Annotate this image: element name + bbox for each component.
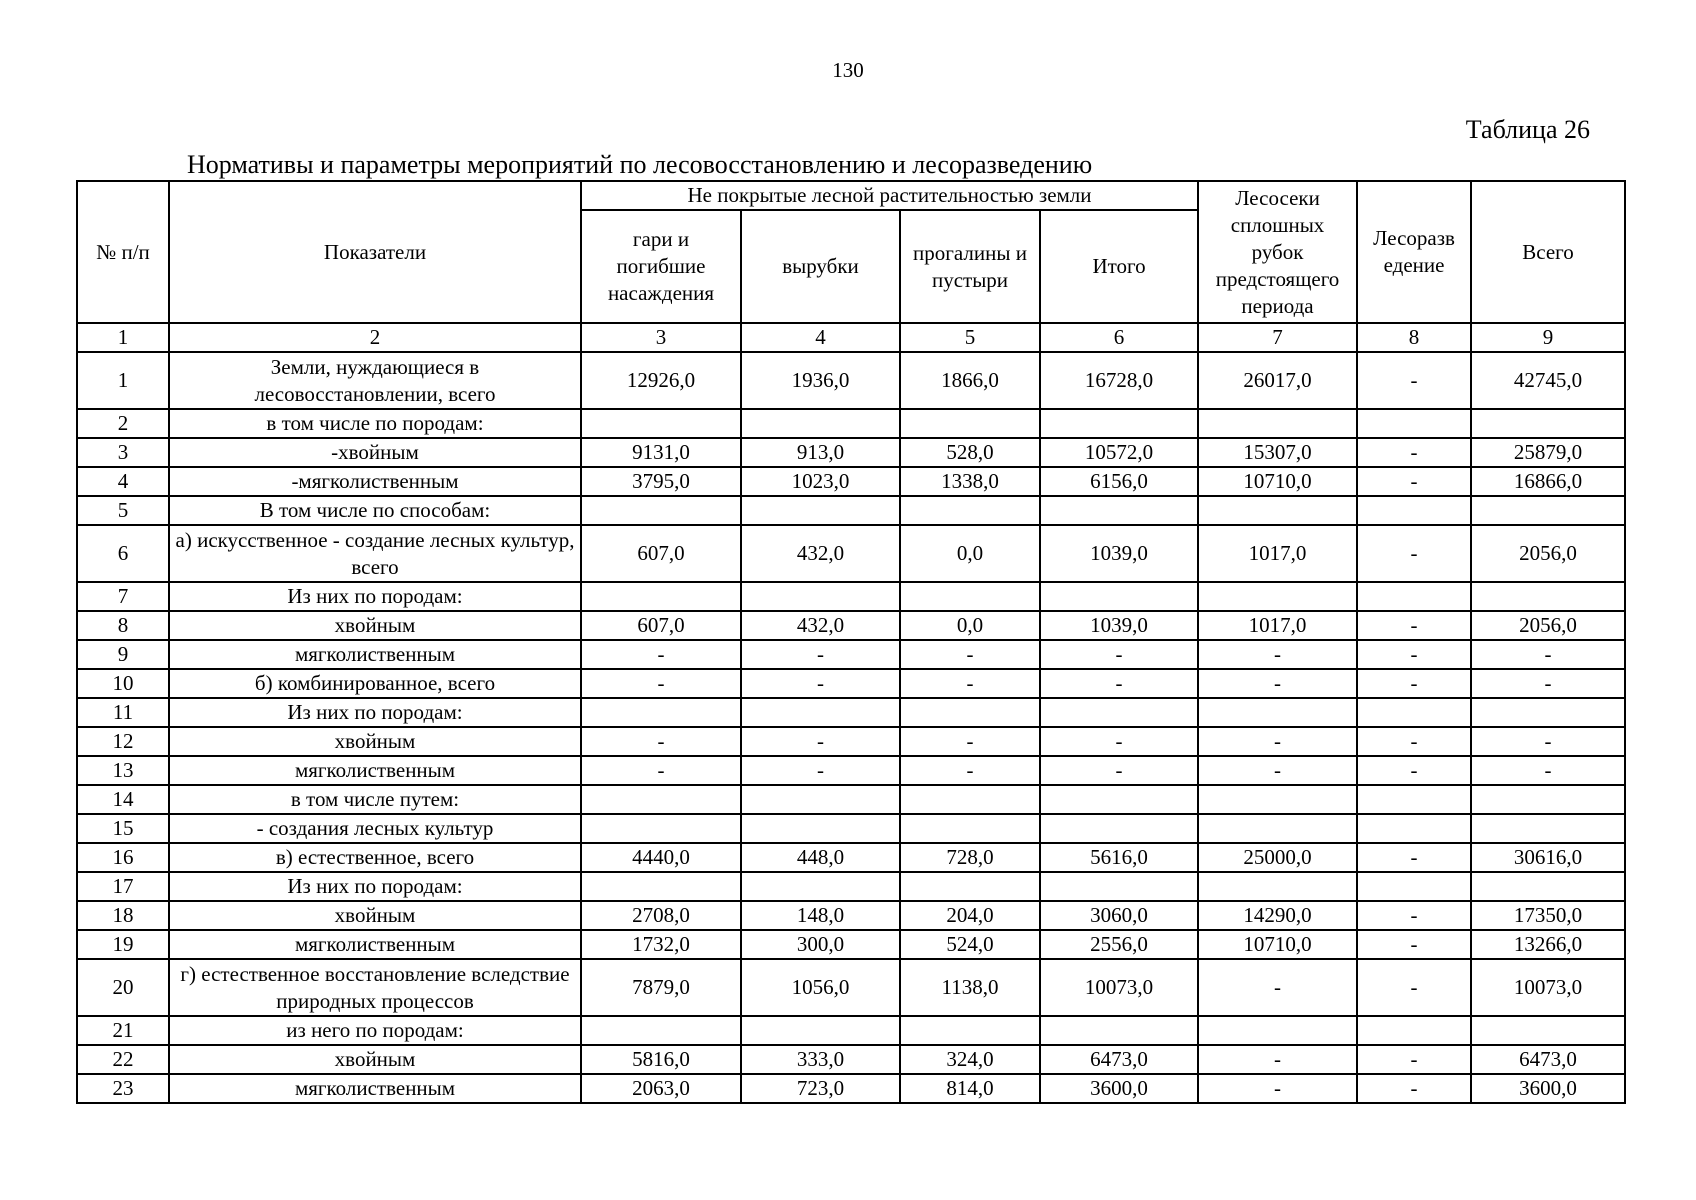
row-number: 2 <box>77 409 169 438</box>
header-col4: вырубки <box>741 210 900 323</box>
row-number: 16 <box>77 843 169 872</box>
row-number: 9 <box>77 640 169 669</box>
value-cell <box>900 872 1040 901</box>
value-cell <box>1357 1016 1471 1045</box>
value-cell: - <box>900 669 1040 698</box>
row-number: 17 <box>77 872 169 901</box>
value-cell: - <box>1040 727 1198 756</box>
value-cell: - <box>1357 640 1471 669</box>
value-cell: 6156,0 <box>1040 467 1198 496</box>
indicator-cell: в том числе путем: <box>169 785 581 814</box>
value-cell: - <box>1357 1074 1471 1103</box>
indicator-cell: -хвойным <box>169 438 581 467</box>
value-cell: 30616,0 <box>1471 843 1625 872</box>
value-cell: 13266,0 <box>1471 930 1625 959</box>
value-cell: 1936,0 <box>741 352 900 409</box>
indicator-cell: Из них по породам: <box>169 872 581 901</box>
value-cell <box>581 785 741 814</box>
value-cell: 2556,0 <box>1040 930 1198 959</box>
value-cell: 814,0 <box>900 1074 1040 1103</box>
table-row <box>77 438 1625 467</box>
value-cell <box>1040 1016 1198 1045</box>
table-row <box>77 814 1625 843</box>
value-cell <box>900 1016 1040 1045</box>
value-cell: - <box>1357 1045 1471 1074</box>
value-cell <box>1471 496 1625 525</box>
value-cell: 1023,0 <box>741 467 900 496</box>
value-cell <box>1198 785 1357 814</box>
indicator-cell: мягколиственным <box>169 640 581 669</box>
row-number: 6 <box>77 525 169 582</box>
row-number: 1 <box>77 352 169 409</box>
value-cell <box>1471 872 1625 901</box>
value-cell: - <box>1198 756 1357 785</box>
row-number: 5 <box>77 496 169 525</box>
value-cell: 17350,0 <box>1471 901 1625 930</box>
row-number: 14 <box>77 785 169 814</box>
value-cell <box>581 872 741 901</box>
value-cell <box>1040 409 1198 438</box>
value-cell: - <box>741 727 900 756</box>
value-cell: 1866,0 <box>900 352 1040 409</box>
table-row <box>77 352 1625 409</box>
value-cell: - <box>1357 901 1471 930</box>
value-cell: 324,0 <box>900 1045 1040 1074</box>
value-cell <box>581 814 741 843</box>
indicator-cell: хвойным <box>169 727 581 756</box>
row-number: 11 <box>77 698 169 727</box>
indicator-cell: а) искусственное - создание лесных культур, всего <box>169 525 581 582</box>
value-cell: 6473,0 <box>1471 1045 1625 1074</box>
indicator-cell: Из них по породам: <box>169 582 581 611</box>
table-row <box>77 496 1625 525</box>
value-cell: 12926,0 <box>581 352 741 409</box>
value-cell: 607,0 <box>581 525 741 582</box>
row-number: 22 <box>77 1045 169 1074</box>
value-cell <box>1357 698 1471 727</box>
table-row <box>77 930 1625 959</box>
header-group: Не покрытые лесной растительностью земли <box>581 181 1198 210</box>
value-cell <box>741 1016 900 1045</box>
row-number: 15 <box>77 814 169 843</box>
value-cell: 1338,0 <box>900 467 1040 496</box>
value-cell: 9131,0 <box>581 438 741 467</box>
value-cell: - <box>900 727 1040 756</box>
value-cell: 7879,0 <box>581 959 741 1016</box>
value-cell <box>1357 872 1471 901</box>
document-title: Нормативы и параметры мероприятий по лесовосстановлению и лесоразведению <box>187 150 1093 179</box>
indicator-cell: хвойным <box>169 1045 581 1074</box>
value-cell: 2056,0 <box>1471 525 1625 582</box>
value-cell: - <box>1357 959 1471 1016</box>
row-number: 4 <box>77 467 169 496</box>
table-row <box>77 582 1625 611</box>
value-cell: 1056,0 <box>741 959 900 1016</box>
value-cell <box>1040 785 1198 814</box>
value-cell: 10073,0 <box>1471 959 1625 1016</box>
value-cell <box>1471 785 1625 814</box>
page-number: 130 <box>832 58 864 82</box>
value-cell <box>1198 1016 1357 1045</box>
value-cell: 26017,0 <box>1198 352 1357 409</box>
value-cell <box>1357 496 1471 525</box>
value-cell: 5616,0 <box>1040 843 1198 872</box>
value-cell <box>900 582 1040 611</box>
indicator-cell: в том числе по породам: <box>169 409 581 438</box>
value-cell: - <box>741 669 900 698</box>
value-cell: 300,0 <box>741 930 900 959</box>
value-cell: - <box>1471 756 1625 785</box>
value-cell <box>741 814 900 843</box>
value-cell: - <box>581 756 741 785</box>
table-row <box>77 467 1625 496</box>
header-col8: Лесоразв едение <box>1357 181 1471 323</box>
value-cell: - <box>581 640 741 669</box>
value-cell <box>1040 872 1198 901</box>
value-cell <box>900 496 1040 525</box>
value-cell: - <box>741 756 900 785</box>
value-cell <box>741 785 900 814</box>
header-col9: Всего <box>1471 181 1625 323</box>
value-cell: - <box>1198 727 1357 756</box>
header-no: № п/п <box>77 181 169 323</box>
indicator-cell: г) естественное восстановление вследствие природных процессов <box>169 959 581 1016</box>
value-cell: - <box>900 756 1040 785</box>
value-cell: - <box>1357 467 1471 496</box>
value-cell <box>581 582 741 611</box>
value-cell <box>1471 582 1625 611</box>
value-cell: 0,0 <box>900 525 1040 582</box>
value-cell: 25000,0 <box>1198 843 1357 872</box>
value-cell <box>1198 872 1357 901</box>
value-cell <box>1198 409 1357 438</box>
value-cell <box>1040 698 1198 727</box>
value-cell: 3600,0 <box>1471 1074 1625 1103</box>
value-cell <box>1198 814 1357 843</box>
value-cell: 16866,0 <box>1471 467 1625 496</box>
value-cell: 913,0 <box>741 438 900 467</box>
value-cell: 204,0 <box>900 901 1040 930</box>
value-cell: - <box>1471 669 1625 698</box>
value-cell <box>900 698 1040 727</box>
value-cell <box>1198 698 1357 727</box>
table-row <box>77 1045 1625 1074</box>
column-number: 9 <box>1471 323 1625 352</box>
value-cell: 333,0 <box>741 1045 900 1074</box>
value-cell: - <box>741 640 900 669</box>
header-indicators: Показатели <box>169 181 581 323</box>
value-cell: - <box>1040 669 1198 698</box>
table-row <box>77 640 1625 669</box>
value-cell: 528,0 <box>900 438 1040 467</box>
value-cell <box>900 814 1040 843</box>
table-row <box>77 756 1625 785</box>
value-cell <box>1357 785 1471 814</box>
value-cell: - <box>1198 1074 1357 1103</box>
row-number: 7 <box>77 582 169 611</box>
value-cell: - <box>1357 669 1471 698</box>
row-number: 23 <box>77 1074 169 1103</box>
column-number: 6 <box>1040 323 1198 352</box>
value-cell <box>741 698 900 727</box>
table-row <box>77 611 1625 640</box>
value-cell: 42745,0 <box>1471 352 1625 409</box>
value-cell: - <box>581 669 741 698</box>
value-cell <box>741 872 900 901</box>
value-cell: 10710,0 <box>1198 930 1357 959</box>
value-cell: 432,0 <box>741 525 900 582</box>
value-cell: 10073,0 <box>1040 959 1198 1016</box>
value-cell <box>1040 814 1198 843</box>
table-row <box>77 959 1625 1016</box>
value-cell: 148,0 <box>741 901 900 930</box>
value-cell: 5816,0 <box>581 1045 741 1074</box>
row-number: 21 <box>77 1016 169 1045</box>
table-row <box>77 872 1625 901</box>
value-cell: 1732,0 <box>581 930 741 959</box>
column-number: 4 <box>741 323 900 352</box>
column-number: 5 <box>900 323 1040 352</box>
value-cell <box>900 409 1040 438</box>
value-cell: - <box>1198 640 1357 669</box>
value-cell: 3795,0 <box>581 467 741 496</box>
table-row <box>77 698 1625 727</box>
header-col7: Лесосеки сплошных рубок предстоящего периода <box>1198 181 1357 323</box>
table-row <box>77 1074 1625 1103</box>
value-cell <box>581 698 741 727</box>
value-cell: - <box>1357 438 1471 467</box>
value-cell: 607,0 <box>581 611 741 640</box>
value-cell: 2056,0 <box>1471 611 1625 640</box>
value-cell <box>1040 496 1198 525</box>
indicator-cell: -мягколиственным <box>169 467 581 496</box>
value-cell <box>1357 582 1471 611</box>
indicator-cell: мягколиственным <box>169 930 581 959</box>
value-cell: 4440,0 <box>581 843 741 872</box>
table-row <box>77 843 1625 872</box>
value-cell: 728,0 <box>900 843 1040 872</box>
indicator-cell: Земли, нуждающиеся в лесовосстановлении, всего <box>169 352 581 409</box>
row-number: 20 <box>77 959 169 1016</box>
value-cell: - <box>1357 727 1471 756</box>
table-row <box>77 785 1625 814</box>
row-number: 10 <box>77 669 169 698</box>
header-col5: прогалины и пустыри <box>900 210 1040 323</box>
value-cell: 1017,0 <box>1198 525 1357 582</box>
column-number: 8 <box>1357 323 1471 352</box>
value-cell <box>1471 698 1625 727</box>
value-cell: 15307,0 <box>1198 438 1357 467</box>
value-cell <box>581 496 741 525</box>
value-cell: 25879,0 <box>1471 438 1625 467</box>
table-row <box>77 1016 1625 1045</box>
value-cell: - <box>900 640 1040 669</box>
value-cell: - <box>1357 525 1471 582</box>
value-cell <box>1471 814 1625 843</box>
value-cell: 524,0 <box>900 930 1040 959</box>
value-cell <box>581 1016 741 1045</box>
value-cell: - <box>1198 669 1357 698</box>
indicator-cell: - создания лесных культур <box>169 814 581 843</box>
value-cell: 16728,0 <box>1040 352 1198 409</box>
indicator-cell: б) комбинированное, всего <box>169 669 581 698</box>
value-cell: 14290,0 <box>1198 901 1357 930</box>
value-cell: 0,0 <box>900 611 1040 640</box>
indicator-cell: из него по породам: <box>169 1016 581 1045</box>
value-cell: 1039,0 <box>1040 611 1198 640</box>
value-cell: 1138,0 <box>900 959 1040 1016</box>
row-number: 8 <box>77 611 169 640</box>
row-number: 19 <box>77 930 169 959</box>
value-cell: 3060,0 <box>1040 901 1198 930</box>
value-cell: 6473,0 <box>1040 1045 1198 1074</box>
value-cell <box>1198 582 1357 611</box>
column-number: 3 <box>581 323 741 352</box>
table-row <box>77 669 1625 698</box>
indicator-cell: в) естественное, всего <box>169 843 581 872</box>
value-cell: - <box>1357 611 1471 640</box>
value-cell: - <box>1471 640 1625 669</box>
row-number: 3 <box>77 438 169 467</box>
forest-restoration-table <box>76 180 1626 1104</box>
table-row <box>77 525 1625 582</box>
value-cell <box>1198 496 1357 525</box>
column-number: 2 <box>169 323 581 352</box>
value-cell: 2708,0 <box>581 901 741 930</box>
header-col6: Итого <box>1040 210 1198 323</box>
value-cell <box>581 409 741 438</box>
table-row <box>77 727 1625 756</box>
indicator-cell: В том числе по способам: <box>169 496 581 525</box>
value-cell: 1017,0 <box>1198 611 1357 640</box>
value-cell: - <box>1198 959 1357 1016</box>
indicator-cell: Из них по породам: <box>169 698 581 727</box>
value-cell <box>900 785 1040 814</box>
value-cell <box>1040 582 1198 611</box>
table-label: Таблица 26 <box>1465 115 1590 144</box>
value-cell: - <box>1040 756 1198 785</box>
value-cell: - <box>1357 843 1471 872</box>
value-cell <box>1471 1016 1625 1045</box>
column-number: 1 <box>77 323 169 352</box>
row-number: 12 <box>77 727 169 756</box>
value-cell: 723,0 <box>741 1074 900 1103</box>
value-cell <box>741 496 900 525</box>
value-cell <box>741 409 900 438</box>
value-cell: 3600,0 <box>1040 1074 1198 1103</box>
value-cell: 1039,0 <box>1040 525 1198 582</box>
value-cell: - <box>1357 930 1471 959</box>
column-numbers-row <box>77 323 1625 352</box>
value-cell: - <box>1357 756 1471 785</box>
value-cell: 10710,0 <box>1198 467 1357 496</box>
column-number: 7 <box>1198 323 1357 352</box>
value-cell: 2063,0 <box>581 1074 741 1103</box>
value-cell: 10572,0 <box>1040 438 1198 467</box>
value-cell <box>1357 409 1471 438</box>
value-cell: - <box>1040 640 1198 669</box>
value-cell: 448,0 <box>741 843 900 872</box>
value-cell: - <box>581 727 741 756</box>
row-number: 18 <box>77 901 169 930</box>
indicator-cell: хвойным <box>169 611 581 640</box>
table-row <box>77 409 1625 438</box>
indicator-cell: хвойным <box>169 901 581 930</box>
value-cell <box>1471 409 1625 438</box>
indicator-cell: мягколиственным <box>169 756 581 785</box>
value-cell <box>741 582 900 611</box>
value-cell <box>1357 814 1471 843</box>
indicator-cell: мягколиственным <box>169 1074 581 1103</box>
value-cell: 432,0 <box>741 611 900 640</box>
value-cell: - <box>1198 1045 1357 1074</box>
header-col3: гари и погибшие насаждения <box>581 210 741 323</box>
row-number: 13 <box>77 756 169 785</box>
value-cell: - <box>1471 727 1625 756</box>
value-cell: - <box>1357 352 1471 409</box>
table-row <box>77 901 1625 930</box>
